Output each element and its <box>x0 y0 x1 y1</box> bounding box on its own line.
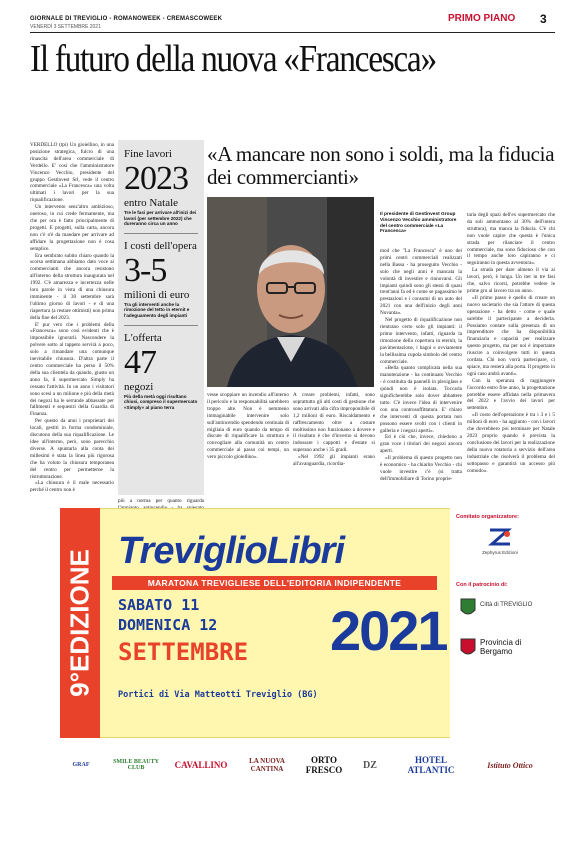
event-day-1: SABATO 11 <box>118 596 200 614</box>
paragraph: Con la speranza di raggiungere l'accordo entro fine anno, la progettazione potrebbe essere affidata nella primavera del 2022 e l'avvio dei lavori per settembre. <box>467 377 555 412</box>
paragraph: A creare problemi, infatti, sono soprattutto gli alti costi di gestione che sono arrivati alla cifra improponibile di 1,2 milioni di euro. Riscaldamento e raffrescamento oltre a costare moltissimo non funzionano a dovere e il risultato è che d'inverno si devono indossare i cappotti e d'estate si superano anche i 35 gradi. <box>293 392 375 454</box>
treviglio-crest-icon <box>460 598 476 618</box>
patron-2: Provincia di Bergamo <box>480 638 522 656</box>
patron-1: Città di TREVIGLIO <box>480 602 533 608</box>
organizer-title: Comitato organizzatore: <box>456 514 519 520</box>
factbox <box>118 140 204 495</box>
factbox-note: Tra gli interventi anche la rimozione del tetto in eternit e l'adeguamento degli impianti <box>124 301 190 318</box>
article-column-7 <box>467 212 555 504</box>
paragraph: Nel progetto di riqualificazione non rientrano certo solo gli impianti: il primo intervento, infatti, riguarda la rimozione della copertura in eternit, la pavimentazione, i bagni e ovviamente la bellissima cupola simbolo del centro commerciale. <box>380 317 462 365</box>
paragraph: Un intervento senz'altro ambizioso, oneroso, in cui crede fermamente, ma che per ora è fatto principalmente di progetti. E progetti, sulla carta, ancora non c'è n'è da mandare per arrivare ad affidare la progettazione non è cosa semplice. <box>30 204 114 252</box>
paragraph: La strada per dare almeno il via ai lavori, però, è lunga. Un iter in tre fasi che, salvo ricorsi, potrebbe vedere le prime gru al lavoro tra un anno. <box>467 267 555 294</box>
event-day-2: DOMENICA 12 <box>118 616 218 634</box>
article-column-4 <box>207 392 289 504</box>
paragraph: più a norma per quanto riguarda <box>118 498 204 504</box>
sponsor-strip <box>60 742 550 788</box>
paragraph: taria degli spazi dell'ex supermercato che da soli ammontano al 30% dell'intera struttura), ma manca la fiducia. C'è chi non vuole capire che questa è l'unica strada per rilanciare il centro commerciale, ma sono fiducioso che con il tempo anche loro capiranno e ci seguiranno in questa avventura». <box>467 212 555 267</box>
newspaper-name: GIORNALE DI TREVIGLIO - ROMANOWEEK - CREMASCOWEEK <box>30 16 223 22</box>
event-title: TreviglioLibri <box>118 530 345 572</box>
sponsor-logo: ORTO FRESCO <box>305 755 343 775</box>
article-column-5 <box>293 392 375 504</box>
factbox-divider <box>124 233 198 234</box>
portrait-illustration <box>207 197 374 387</box>
paragraph: vesse scoppiare un incendio all'interno il pericolo e la responsabilità sarebbero troppo alte. Non è nemmeno immaginabile intervenire solo sull'antincendio spendendo centinaia di migliaia di euro quando da tempo di discute di riqualificare la struttura e convogliare alla comunità un centro commerciale al passo coi tempi, un vero piccolo gioiellino». <box>207 392 289 461</box>
headline: Il futuro della nuova «Francesca» <box>30 38 436 80</box>
page-number: 3 <box>540 12 547 26</box>
edition-band <box>60 508 100 738</box>
sponsor-logo: GRAF <box>72 762 90 768</box>
paragraph: mod che "La Francesca" è uno dei primi centri commerciali realizzati nella Bassa - ha proseguito Vecchio - solo che negli anni è mancata la volontà di investire e rinnovarsi. Gli impianti quindi sono gli stessi di quasi trent'anni fa ed è come se pagassimo le prestazioni e i consumi di un auto del 2021 con una dell'inizio degli anni Novanta». <box>380 248 462 317</box>
event-subtitle: MARATONA TREVIGLIESE DELL'EDITORIA INDIPENDENTE <box>112 576 437 590</box>
factbox-sub: milioni di euro <box>124 288 190 301</box>
factbox-value: 2023 <box>124 160 188 197</box>
issue-date: VENERDÌ 3 SETTEMBRE 2021 <box>30 24 101 30</box>
paragraph: «Nel 1992 gli impianti erano all'avanguardia, ricordia- <box>293 454 375 468</box>
edition-label: 9°EDIZIONE <box>64 549 95 697</box>
photo-caption: Il presidente di Gestinvest Group Vincenzo Vecchio amministratore del centro commerciale «La Francesca» <box>380 212 457 235</box>
event-month: SETTEMBRE <box>118 638 249 666</box>
ad-credits-panel <box>450 508 550 738</box>
paragraph: «Il problema di questo progetto non è economico - ha chiarito Vecchio - chi vuole investire c'è (si tratta dell'immobiliare di Torino proprie- <box>380 455 462 482</box>
event-location: Portici di Via Matteotti Treviglio (BG) <box>118 690 318 700</box>
factbox-label: Fine lavori <box>124 148 172 160</box>
factbox-sub: negozi <box>124 380 154 393</box>
sponsor-logo: LA NUOVA CANTINA <box>249 757 285 773</box>
factbox-divider <box>124 325 198 326</box>
pull-quote: «A mancare non sono i soldi, ma la fiducia dei commercianti» <box>207 142 555 189</box>
paragraph: E' pur vero che i problemi della «Francesca» sono così evidenti che è impossibile ignorarli. Nascondere la polvere sotto al tappeto servirà a poco, solo a rimandare una comunque inevitabile chiusura. D'altra parte il centro commerciale ha perso il 50% della sua clientela da quando, giusto un anno fa, il supermercato Simply ha cessato l'attività. In un anno i visitatori sono scesi a un milione e più della metà dei negozi ha le serrande abbassate per fallimenti e sequestri della Guardia di Finanza. <box>30 321 114 418</box>
paragraph: «Bella quanto complicata nella sua manutenzione - ha continuato Vecchio - è costituita da pannelli in plexiglass e quindi non è isolata. Toccarla significherebbe solo dover abbattere tutto. C'è invece l'idea di intervenire con una controsoffittatura. E' chiaro che interventi di questa portata non possono essere svolti con i clienti in galleria e i negozi aperti». <box>380 365 462 434</box>
factbox-note: Tre le fasi per arrivare all'inizi dei lavori (per settembre 2022) che dureranno circa un anno <box>124 210 197 227</box>
patron-title: Con il patrocinio di: <box>456 582 508 588</box>
sponsor-logo: SMILE BEAUTY CLUB <box>113 759 159 771</box>
zephyrus-logo-icon <box>488 526 512 548</box>
factbox-label: I costi dell'opera <box>124 239 197 252</box>
article-column-3 <box>118 498 204 506</box>
sponsor-logo: Istituto Ottico <box>487 760 533 770</box>
bergamo-crest-icon <box>460 638 476 658</box>
event-year: 2021 <box>330 599 447 662</box>
factbox-note: Più della metà oggi risultano chiusi, compreso il supermercato «Simply» al piano terra <box>124 393 198 410</box>
header-rule <box>30 32 555 33</box>
paragraph: Per questo da anni i proprietari dei locali, gestiti in forma condominiale, discutono della sua riqualificazione. Le idee all'interno, però, sono parecchio diverse. A spuntarla alla conta dei millesimi è stata la linea più rigorosa che ha voluto la chiusura temporanea del centro per permetterne la ristrutturazione. <box>30 418 114 480</box>
paragraph: «La chiusura è il male necessario perché il centro non è <box>30 480 114 494</box>
organizer-name: Zephyrus Edizioni <box>482 550 518 555</box>
factbox-label: L'offerta <box>124 331 162 344</box>
factbox-value: 47 <box>124 343 156 381</box>
article-column-6 <box>380 248 462 504</box>
paragraph: «Il costo dell'operazione è tra i 3 e i 5 milioni di euro - ha aggiunto - con i lavori che dovrebbero poi terminare per Natale 2023 proprio quando è prevista la conclusione dei lavori per la realizzazione della nuova rotatoria a servizio dell'area industriale che risolverà il problema del sottopasso e garantirà un accesso più comodo». <box>467 412 555 474</box>
paragraph: Era sembrato subito chiaro quando la scorsa settimana abbiamo dato voce ai commercianti che ancora resistono all'interno della struttura inaugurata nel 1992. C'è amarezza e incertezza nelle loro parole in vista di una chiusura imminente - il 30 settembre sarà l'ultimo giorno di lavori - e di una riapertura (a restare ottimisti) non prima della fine del 2023. <box>30 252 114 321</box>
paragraph: Ed è ciò che, invece, chiedono a gran voce i titolari dei negozi ancora aperti. <box>380 434 462 455</box>
section-name: PRIMO PIANO <box>448 13 516 24</box>
sponsor-logo: DZ <box>363 759 377 771</box>
portrait-photo <box>207 197 374 387</box>
paragraph: «Il primo passo è quello di creare un nuovo societario che sia l'attore di questa operazione - ha detto - come e quale sarebbe il partecipante a deciderla. Possiamo contare sulla presenza di un imprenditore che ha disponibilità finanziaria e capacità per realizzare questo progetto, ma per noi è importante riuscire a coinvolgere tutti in questa cordata. Chi non vorrà partecipare, ci spiace, ma resterà alla porta. Il progetto in ogni caso andrà avanti». <box>467 294 555 377</box>
paragraph: VERDELLO (tpi) Un gioiellino, in una posizione strategica, fulcro di una rinascita dell'area commerciale di Verdello. E' così che l'amministratore Vincenzo Vecchio, presidente del gruppo Gestinvest Srl, vede il centro commerciale «La Francesca» una volta ultimati i lavori per la sua riqualificazione. <box>30 142 114 204</box>
article-column-1 <box>30 142 114 502</box>
sponsor-logo: CAVALLINO <box>174 760 228 770</box>
sponsor-logo: HOTEL ATLANTIC <box>407 755 455 775</box>
factbox-value: 3-5 <box>124 251 167 289</box>
factbox-sub: entro Natale <box>124 197 179 209</box>
